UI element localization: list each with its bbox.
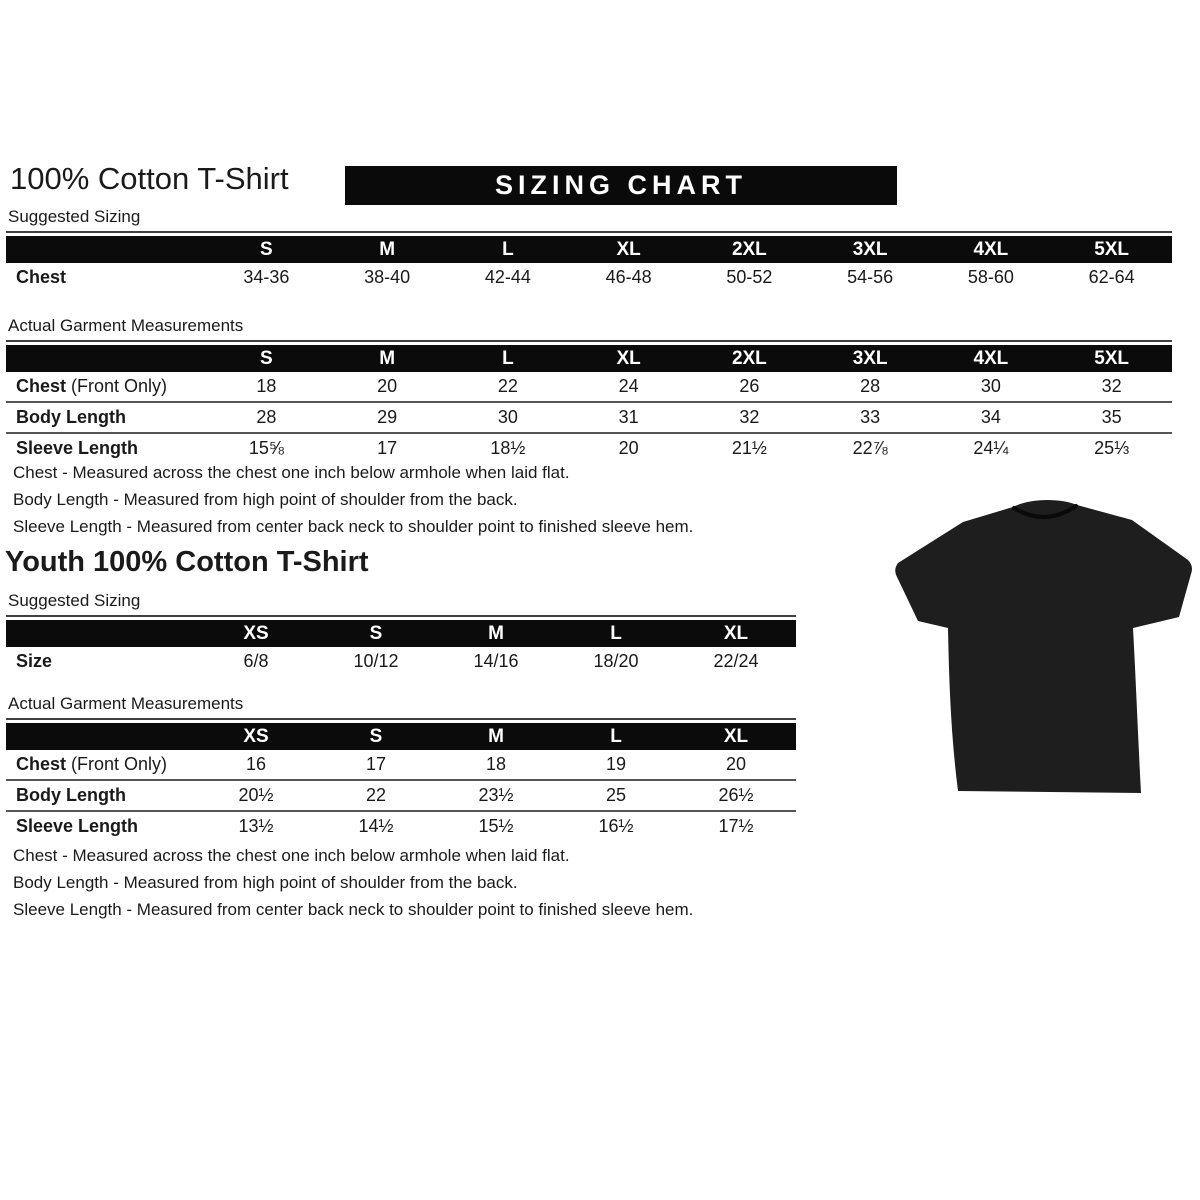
value-cell: 20 [568, 433, 689, 463]
adult-suggested-section [6, 207, 1172, 292]
adult-suggested-label: Suggested Sizing [6, 207, 1172, 233]
corner-cell [6, 345, 206, 372]
size-header-cell: M [327, 345, 448, 372]
table-row [6, 780, 796, 811]
table-row [6, 372, 1172, 402]
table-row [6, 750, 796, 780]
value-cell: 22 [316, 780, 436, 811]
value-cell: 21½ [689, 433, 810, 463]
size-header-cell: L [448, 345, 569, 372]
value-cell: 16 [245, 754, 267, 774]
tshirt-silhouette [895, 500, 1192, 793]
size-header-cell: XL [676, 723, 796, 750]
value-cell: 14/16 [473, 651, 519, 671]
table-row [6, 647, 796, 676]
adult-suggested-table [6, 236, 1172, 292]
size-header-cell: L [448, 236, 569, 263]
value-cell: 28 [860, 376, 881, 396]
value-cell: 15½ [436, 811, 556, 841]
value-cell: 38-40 [364, 267, 411, 287]
note-line: Sleeve Length - Measured from center back neck to shoulder point to finished sleeve hem. [13, 900, 694, 919]
youth-actual-table [6, 723, 796, 841]
size-header-cell: 2XL [689, 236, 810, 263]
header-row [6, 345, 1172, 372]
row-label: Sleeve Length [6, 811, 196, 841]
size-header-cell: L [556, 620, 676, 647]
value-cell: 22⅞ [810, 433, 931, 463]
table-row [6, 811, 796, 841]
value-cell: 17 [365, 754, 387, 774]
value-cell: 46-48 [605, 267, 652, 287]
size-header-cell: 3XL [810, 345, 931, 372]
row-label-suffix: (Front Only) [71, 376, 168, 396]
value-cell: 18/20 [593, 651, 639, 671]
size-header-cell: 5XL [1051, 236, 1172, 263]
value-cell: 34-36 [243, 267, 290, 287]
value-cell: 18 [256, 376, 277, 396]
size-header-cell: XS [196, 620, 316, 647]
value-cell: 17 [327, 433, 448, 463]
youth-measurement-notes [13, 842, 693, 923]
size-header-cell: 3XL [810, 236, 931, 263]
row-label: Sleeve Length [6, 433, 206, 463]
sizing-chart-banner: SIZING CHART [345, 166, 897, 205]
size-header-cell: M [436, 620, 556, 647]
value-cell: 26 [739, 376, 760, 396]
size-header-cell: XS [196, 723, 316, 750]
value-cell: 18 [485, 754, 507, 774]
row-label: Body Length [6, 402, 206, 433]
size-header-cell: L [556, 723, 676, 750]
value-cell: 29 [327, 402, 448, 433]
value-cell: 18½ [448, 433, 569, 463]
value-cell: 26½ [676, 780, 796, 811]
size-header-cell: S [206, 236, 327, 263]
adult-actual-section [6, 316, 1172, 463]
size-header-cell: XL [676, 620, 796, 647]
value-cell: 30 [980, 376, 1001, 396]
value-cell: 25 [556, 780, 676, 811]
size-header-cell: XL [568, 236, 689, 263]
value-cell: 10/12 [353, 651, 399, 671]
size-header-cell: 5XL [1051, 345, 1172, 372]
row-label: Chest [16, 267, 67, 287]
value-cell: 24 [618, 376, 639, 396]
value-cell: 28 [206, 402, 327, 433]
value-cell: 15⅝ [206, 433, 327, 463]
value-cell: 24¼ [931, 433, 1052, 463]
note-line: Body Length - Measured from high point of shoulder from the back. [13, 873, 518, 892]
value-cell: 13½ [196, 811, 316, 841]
size-header-cell: 2XL [689, 345, 810, 372]
adult-actual-label: Actual Garment Measurements [6, 316, 1172, 342]
table-row [6, 263, 1172, 292]
value-cell: 19 [605, 754, 627, 774]
corner-cell [6, 236, 206, 263]
value-cell: 30 [448, 402, 569, 433]
note-line: Sleeve Length - Measured from center back neck to shoulder point to finished sleeve hem. [13, 517, 694, 536]
value-cell: 25⅓ [1051, 433, 1172, 463]
youth-suggested-table [6, 620, 796, 676]
value-cell: 35 [1051, 402, 1172, 433]
value-cell: 31 [568, 402, 689, 433]
value-cell: 50-52 [726, 267, 773, 287]
header-row [6, 723, 796, 750]
size-header-cell: M [327, 236, 448, 263]
youth-actual-section [6, 694, 796, 841]
youth-suggested-label: Suggested Sizing [6, 591, 796, 617]
value-cell: 16½ [556, 811, 676, 841]
value-cell: 33 [810, 402, 931, 433]
size-header-cell: S [316, 620, 436, 647]
value-cell: 20½ [196, 780, 316, 811]
value-cell: 34 [931, 402, 1052, 433]
row-label-main: Chest [16, 376, 67, 396]
value-cell: 62-64 [1088, 267, 1135, 287]
row-label: Body Length [6, 780, 196, 811]
size-header-cell: M [436, 723, 556, 750]
tshirt-image [880, 470, 1200, 830]
size-header-cell: 4XL [931, 345, 1052, 372]
value-cell: 42-44 [484, 267, 531, 287]
note-line: Chest - Measured across the chest one inch below armhole when laid flat. [13, 846, 570, 865]
value-cell: 20 [377, 376, 398, 396]
row-label-main: Chest [16, 754, 67, 774]
size-header-cell: XL [568, 345, 689, 372]
note-line: Body Length - Measured from high point of shoulder from the back. [13, 490, 518, 509]
value-cell: 6/8 [243, 651, 269, 671]
youth-actual-label: Actual Garment Measurements [6, 694, 796, 720]
value-cell: 20 [725, 754, 747, 774]
adult-actual-table [6, 345, 1172, 463]
row-label-suffix: (Front Only) [71, 754, 168, 774]
header-row [6, 236, 1172, 263]
table-row [6, 402, 1172, 433]
page-title: 100% Cotton T-Shirt [10, 161, 289, 196]
youth-section-title: Youth 100% Cotton T-Shirt [5, 546, 369, 578]
row-label: Size [16, 651, 53, 671]
size-header-cell: 4XL [931, 236, 1052, 263]
value-cell: 22/24 [713, 651, 759, 671]
value-cell: 23½ [436, 780, 556, 811]
youth-suggested-section [6, 591, 796, 676]
size-header-cell: S [316, 723, 436, 750]
corner-cell [6, 723, 196, 750]
size-header-cell: S [206, 345, 327, 372]
value-cell: 54-56 [847, 267, 894, 287]
corner-cell [6, 620, 196, 647]
value-cell: 32 [1101, 376, 1122, 396]
header-row [6, 620, 796, 647]
value-cell: 14½ [316, 811, 436, 841]
value-cell: 58-60 [967, 267, 1014, 287]
value-cell: 17½ [676, 811, 796, 841]
row-label [6, 750, 196, 780]
row-label [6, 372, 206, 402]
adult-measurement-notes [13, 459, 693, 540]
note-line: Chest - Measured across the chest one inch below armhole when laid flat. [13, 463, 570, 482]
value-cell: 32 [689, 402, 810, 433]
value-cell: 22 [497, 376, 518, 396]
